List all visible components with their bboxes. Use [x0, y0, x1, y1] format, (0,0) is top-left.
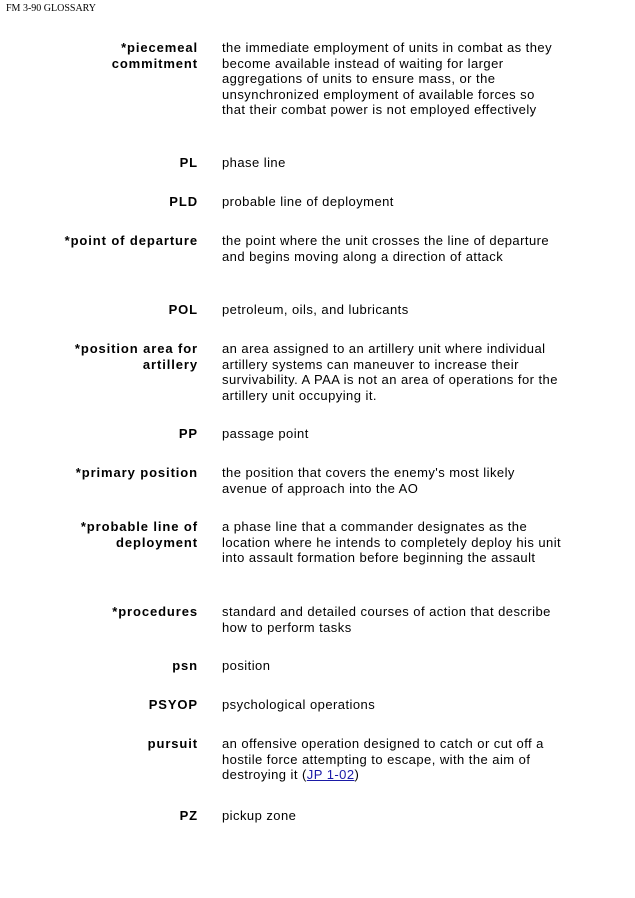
- glossary-term: *point of departure: [64, 233, 198, 248]
- jp-1-02-reference-link[interactable]: JP 1-02: [306, 767, 355, 782]
- glossary-definition: psychological operations: [222, 697, 376, 712]
- glossary-definition: position: [222, 658, 271, 673]
- glossary-term: PL: [179, 155, 198, 170]
- glossary-term: PZ: [179, 808, 198, 823]
- glossary-definition: a phase line that a commander designates as the location where he intends to completely deploy his unit into assault formation before beginning the assault: [222, 519, 562, 565]
- glossary-term: pursuit: [147, 736, 198, 751]
- glossary-definition: the position that covers the enemy's most likely avenue of approach into the AO: [222, 465, 515, 496]
- glossary-term: POL: [168, 302, 198, 317]
- glossary-term: PLD: [169, 194, 198, 209]
- running-header: FM 3-90 GLOSSARY: [6, 3, 97, 14]
- glossary-term: PSYOP: [148, 697, 198, 712]
- glossary-term: psn: [172, 658, 198, 673]
- glossary-term: PP: [178, 426, 198, 441]
- glossary-term: *primary position: [75, 465, 198, 480]
- glossary-definition: probable line of deployment: [222, 194, 394, 209]
- glossary-definition: petroleum, oils, and lubricants: [222, 302, 409, 317]
- glossary-definition: [222, 736, 562, 783]
- glossary-definition: the point where the unit crosses the line of departure and begins moving along a direction of attack: [222, 233, 550, 264]
- glossary-definition: passage point: [222, 426, 309, 441]
- glossary-definition: standard and detailed courses of action that describe how to perform tasks: [222, 604, 551, 635]
- glossary-term: *procedures: [112, 604, 198, 619]
- glossary-term: *probable line of deployment: [80, 519, 198, 550]
- definition-text-end: ): [354, 767, 360, 782]
- glossary-definition: phase line: [222, 155, 286, 170]
- glossary-definition: an area assigned to an artillery unit where individual artillery systems can maneuver to increase their survivability. A PAA is not an area of operations for the artillery unit occupying it.: [222, 341, 558, 403]
- glossary-term: *position area for artillery: [74, 341, 198, 372]
- definition-text: an offensive operation designed to catch or cut off a hostile force attempting to escape, with the aim of destroying it (: [222, 736, 544, 782]
- glossary-definition: pickup zone: [222, 808, 297, 823]
- glossary-definition: the immediate employment of units in combat as they become available instead of waiting for larger aggregations of units to ensure mass, or the unsynchronized employment of available forces so that their combat power is not employed effectively: [222, 40, 553, 117]
- glossary-term: *piecemeal commitment: [111, 40, 198, 71]
